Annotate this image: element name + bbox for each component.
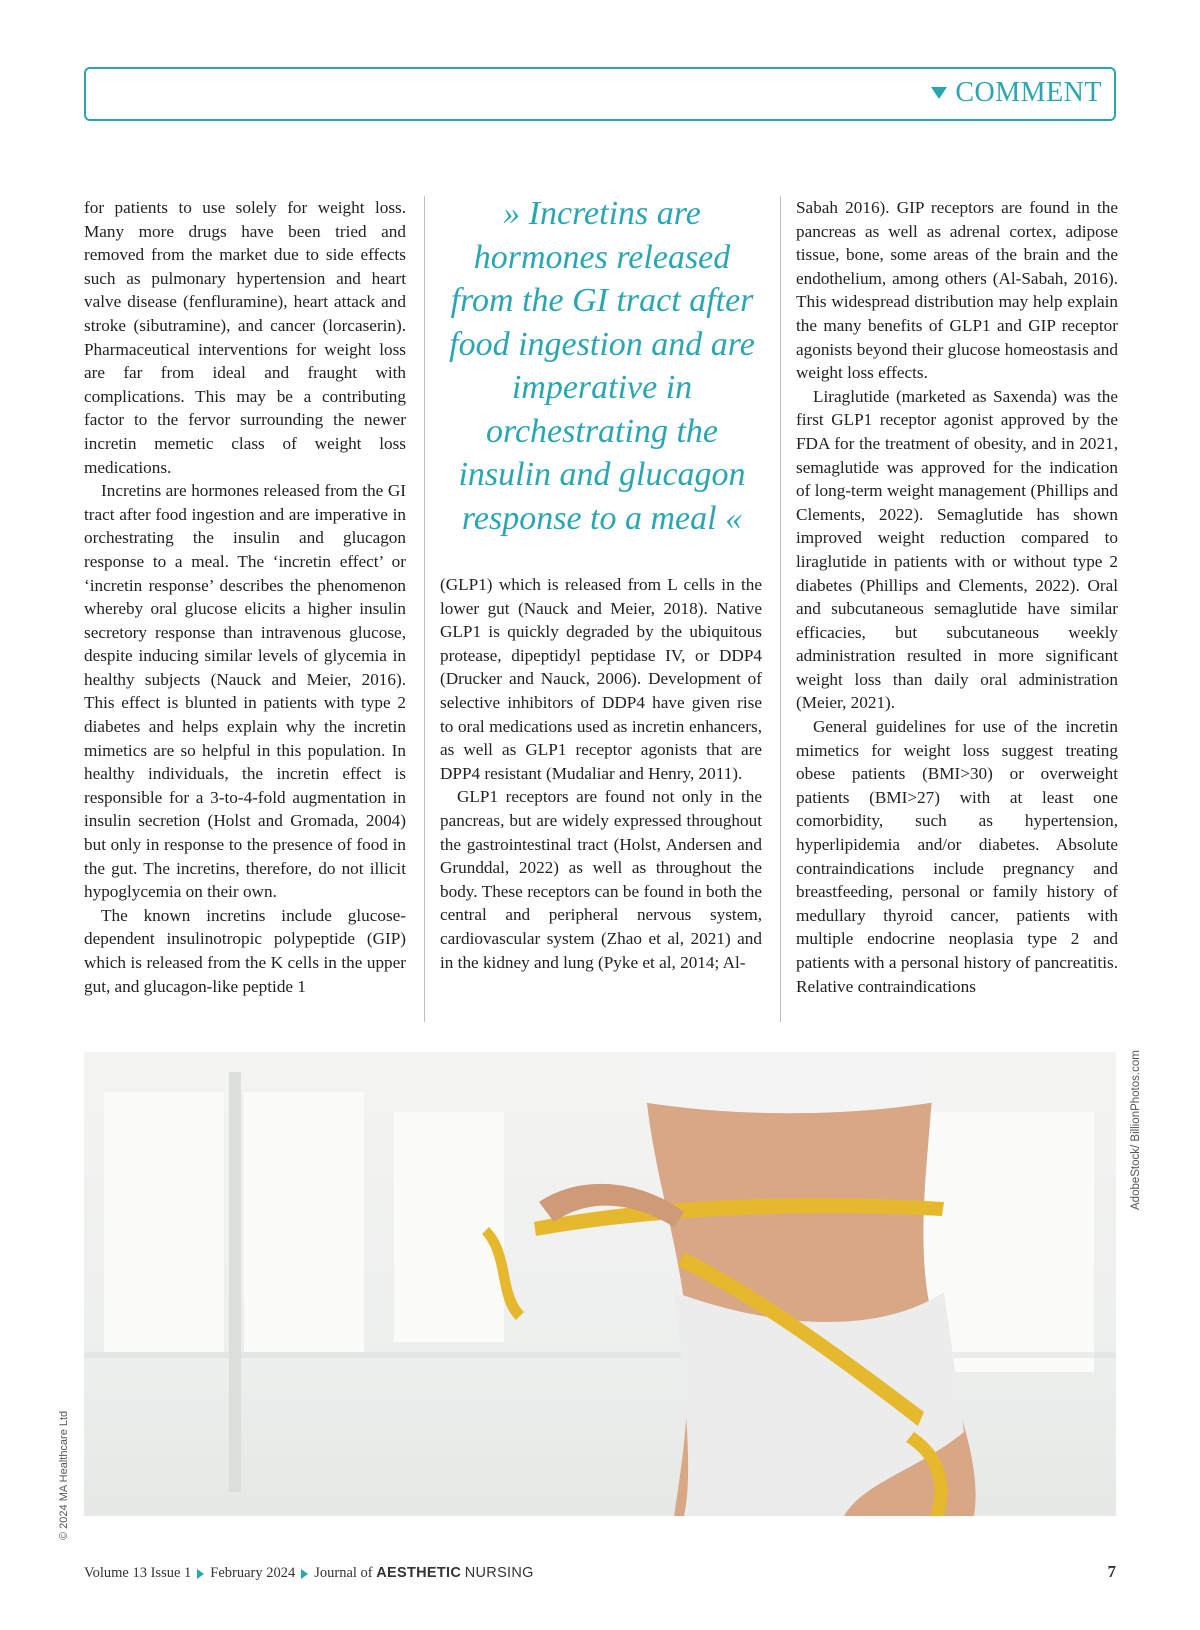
column-divider [780,196,781,1022]
journal-suffix: NURSING [464,1565,534,1581]
footer-volume: Volume 13 Issue 1 [84,1565,192,1581]
footer-date: February 2024 [210,1565,296,1581]
photo-credit: AdobeStock/ BillionPhotos.com [1130,1050,1142,1210]
paragraph: Liraglutide (marketed as Saxenda) was the first GLP1 receptor agonist approved by the FDA for the treatment of obesity, and in 2021, semaglutide was approved for the indication of long-term weight management (Phillips and Clements, 2022). Semaglutide has shown improved weight reduction compared to liraglutide in patients with or without type 2 diabetes (Phillips and Clements, 2022). Oral and subcutaneous semaglutide have similar efficacies, but subcutaneous weekly administration resulted in more significant weight loss than daily oral administration (Meier, 2021). [796,386,1118,713]
journal-bold: AESTHETIC [376,1565,462,1581]
footer-journal [314,1565,533,1582]
page-footer [84,1565,534,1582]
copyright-notice: © 2024 MA Healthcare Ltd [58,1410,70,1540]
page-number: 7 [1107,1562,1116,1581]
article-photo-waist-measuring-tape [84,1052,1116,1516]
paragraph: General guidelines for use of the incretin mimetics for weight loss suggest treating obese patients (BMI>30) or overweight patients (BMI>27) with at least one comorbidity, such as hypertension, hyperlipidemia and/or diabetes. Absolute contraindications include pregnancy and breastfeeding, personal or family history of medullary thyroid cancer, patients with multiple endocrine neoplasia type 2 and patients with a personal history of pancreatitis. Relative contraindications [796,717,1118,996]
journal-prefix: Journal of [314,1565,373,1581]
article-column-3 [796,196,1118,998]
article-column-1 [84,196,406,998]
paragraph: for patients to use solely for weight loss. Many more drugs have been tried and removed from the market due to side effects such as pulmonary hypertension and heart valve disease (fenfluramine), heart attack and stroke (sibutramine), and cancer (lorcaserin). Pharmaceutical interventions for weight loss are far from ideal and fraught with complications. This may be a contributing factor to the fervor surrounding the newer incretin memetic class of weight loss medications. [84,198,406,477]
paragraph: GLP1 receptors are found not only in the pancreas, but are widely expressed throughout the gastrointestinal tract (Holst, Andersen and Grunddal, 2022) as well as throughout the body. These receptors can be found in both the central and peripheral nervous system, cardiovascular system (Zhao et al, 2021) and in the kidney and lung (Pyke et al, 2014; Al- [440,787,762,972]
triangle-down-icon [931,87,947,99]
paragraph: (GLP1) which is released from L cells in the lower gut (Nauck and Meier, 2018). Native GLP1 is quickly degraded by the ubiquitous protease, dipeptidyl peptidase IV, or DDP4 (Drucker and Nauck, 2006). Development of selective inhibitors of DDP4 have given rise to oral medications used as incretin enhancers, as well as GLP1 receptor agonists that are DPP4 resistant (Mudaliar and Henry, 2011). [440,575,762,783]
woman-silhouette-illustration [84,1052,1116,1516]
paragraph: The known incretins include glucose-dependent insulinotropic polypeptide (GIP) which is released from the K cells in the upper gut, and glucagon-like peptide 1 [84,905,406,996]
triangle-right-icon [197,1569,204,1579]
section-header-box [84,67,1116,121]
section-tag [931,77,1102,109]
column-divider [424,196,425,1022]
section-label: COMMENT [955,77,1102,108]
pull-quote: » Incretins are hormones released from the GI tract after food ingestion and are imperative in orchestrating the insulin and glucagon response to a meal « [449,195,755,537]
paragraph: Sabah 2016). GIP receptors are found in the pancreas as well as adrenal cortex, adipose tissue, bone, some areas of the brain and the endothelium, among others (Al-Sabah, 2016). This widespread distribution may help explain the many benefits of GLP1 and GIP receptor agonists beyond their glucose homeostasis and weight loss effects. [796,198,1118,383]
article-column-2 [440,573,762,974]
triangle-right-icon [301,1569,308,1579]
paragraph: Incretins are hormones released from the GI tract after food ingestion and are imperative in orchestrating the insulin and glucagon response to a meal. The ‘incretin effect’ or ‘incretin response’ describes the phenomenon whereby oral glucose elicits a higher insulin secretory response than intravenous glucose, despite inducing similar levels of glycemia in healthy subjects (Nauck and Meier, 2016). This effect is blunted in patients with type 2 diabetes and helps explain why the incretin mimetics are so helpful in this population. In healthy individuals, the incretin effect is responsible for a 3-to-4-fold augmentation in insulin secretion (Holst and Gromada, 2004) but only in response to the presence of food in the gut. The incretins, therefore, do not illicit hypoglycemia on their own. [84,481,406,902]
